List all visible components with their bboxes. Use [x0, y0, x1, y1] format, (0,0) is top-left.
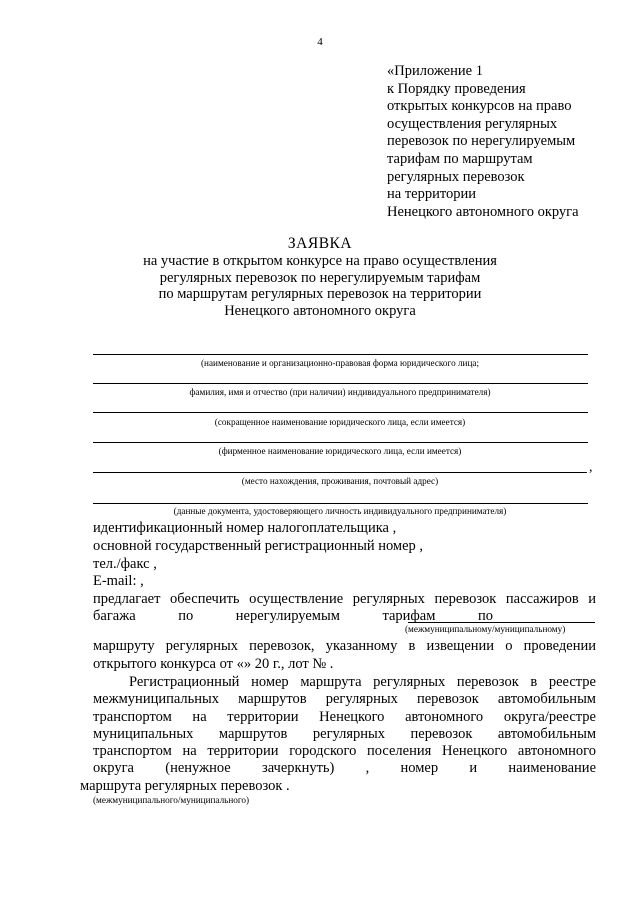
phone-row	[93, 556, 597, 573]
phone-comma: ,	[153, 556, 157, 572]
route-name-row	[80, 778, 596, 795]
legal-name-line[interactable]	[93, 354, 588, 355]
inn-row	[93, 520, 597, 537]
ogrn-label: основной государственный регистрационный номер	[93, 538, 416, 554]
appendix-line: Ненецкого автономного округа	[387, 203, 579, 220]
notice-line: маршруту регулярных перевозок, указанному в извещении о проведении	[93, 638, 596, 654]
appendix-block	[387, 63, 579, 221]
notice-year-prefix: 20	[254, 656, 270, 672]
strike-text: округа (ненужное зачеркнуть)	[93, 760, 335, 776]
title-line: регулярных перевозок по нерегулируемым тарифам	[159, 269, 481, 286]
notice-dot: .	[329, 656, 334, 672]
address-comma: ,	[589, 460, 593, 475]
entrepreneur-name-line[interactable]	[93, 383, 588, 384]
proposal-word: тарифам	[382, 608, 436, 624]
address-caption: (место нахождения, проживания, почтовый адрес)	[241, 476, 439, 486]
phone-label: тел./факс	[93, 556, 150, 572]
route-type-line[interactable]	[408, 622, 595, 623]
registration-line: транспортом на территории Ненецкого автономного округа/реестре	[93, 709, 596, 725]
appendix-line: перевозок по нерегулируемым	[387, 133, 576, 150]
proposal-word: нерегулируемым	[235, 608, 340, 624]
short-name-line[interactable]	[93, 412, 588, 413]
application-title	[0, 236, 640, 320]
short-name-caption: (сокращенное наименование юридического лица, если имеется)	[214, 417, 466, 427]
ogrn-comma: ,	[419, 538, 424, 554]
legal-name-caption: (наименование и организационно-правовая форма юридического лица;	[200, 358, 480, 368]
registration-line: Регистрационный номер маршрута регулярных перевозок в реестре	[129, 674, 596, 690]
appendix-line: на территории	[387, 186, 477, 203]
appendix-line: регулярных перевозок	[387, 168, 525, 185]
id-document-caption: (данные документа, удостоверяющего личность индивидуального предпринимателя)	[173, 506, 507, 516]
proposal-word: багажа	[93, 608, 136, 624]
inn-comma: ,	[392, 520, 397, 536]
page-number: 4	[317, 36, 323, 48]
inn-label: идентификационный номер налогоплательщика	[93, 520, 389, 536]
title-line: Ненецкого автономного округа	[224, 303, 416, 320]
final-dot: .	[286, 778, 290, 794]
email-label: E-mail:	[93, 573, 137, 589]
route-name-label: маршрута регулярных перевозок	[80, 778, 283, 794]
email-comma: ,	[140, 573, 144, 589]
notice-text: открытого конкурса от «	[93, 656, 244, 672]
route-type-caption: (межмуниципальному/муниципальному)	[405, 624, 566, 634]
id-document-line[interactable]	[93, 503, 588, 504]
proposal-word: по	[178, 608, 194, 624]
registration-line: муниципальных маршрутов регулярных перевозок автомобильным	[93, 726, 596, 742]
strike-line	[93, 760, 596, 777]
title-line: по маршрутам регулярных перевозок на территории	[158, 286, 482, 303]
brand-name-line[interactable]	[93, 442, 588, 443]
notice-date-row	[93, 656, 597, 673]
brand-name-caption: (фирменное наименование юридического лица, если имеется)	[218, 446, 462, 456]
email-row	[93, 573, 597, 590]
address-line[interactable]	[93, 472, 587, 473]
appendix-line: к Порядку проведения	[387, 80, 526, 97]
entrepreneur-name-caption: фамилия, имя и отчество (при наличии) индивидуального предпринимателя)	[189, 387, 491, 397]
appendix-line: тарифам по маршрутам	[387, 150, 533, 167]
title-heading: ЗАЯВКА	[287, 235, 353, 252]
notice-lot-label: г., лот №	[272, 656, 327, 672]
appendix-line: осуществления регулярных	[387, 115, 558, 132]
registration-line: межмуниципальных маршрутов регулярных перевозок автомобильным	[93, 691, 596, 707]
proposal-line: предлагает обеспечить осуществление регулярных перевозок пассажиров и	[93, 591, 596, 607]
title-line: на участие в открытом конкурсе на право осуществления	[143, 252, 497, 269]
appendix-line: «Приложение 1	[387, 63, 483, 79]
appendix-line: открытых конкурсов на право	[387, 98, 572, 115]
registration-line: транспортом на территории городского поселения Ненецкого автономного	[93, 743, 596, 759]
notice-text: »	[243, 656, 252, 672]
ogrn-row	[93, 538, 597, 555]
strike-text-2: , номер и наименование	[365, 760, 597, 776]
bottom-caption: (межмуниципального/муниципального)	[93, 795, 250, 805]
proposal-word: по	[477, 608, 493, 624]
